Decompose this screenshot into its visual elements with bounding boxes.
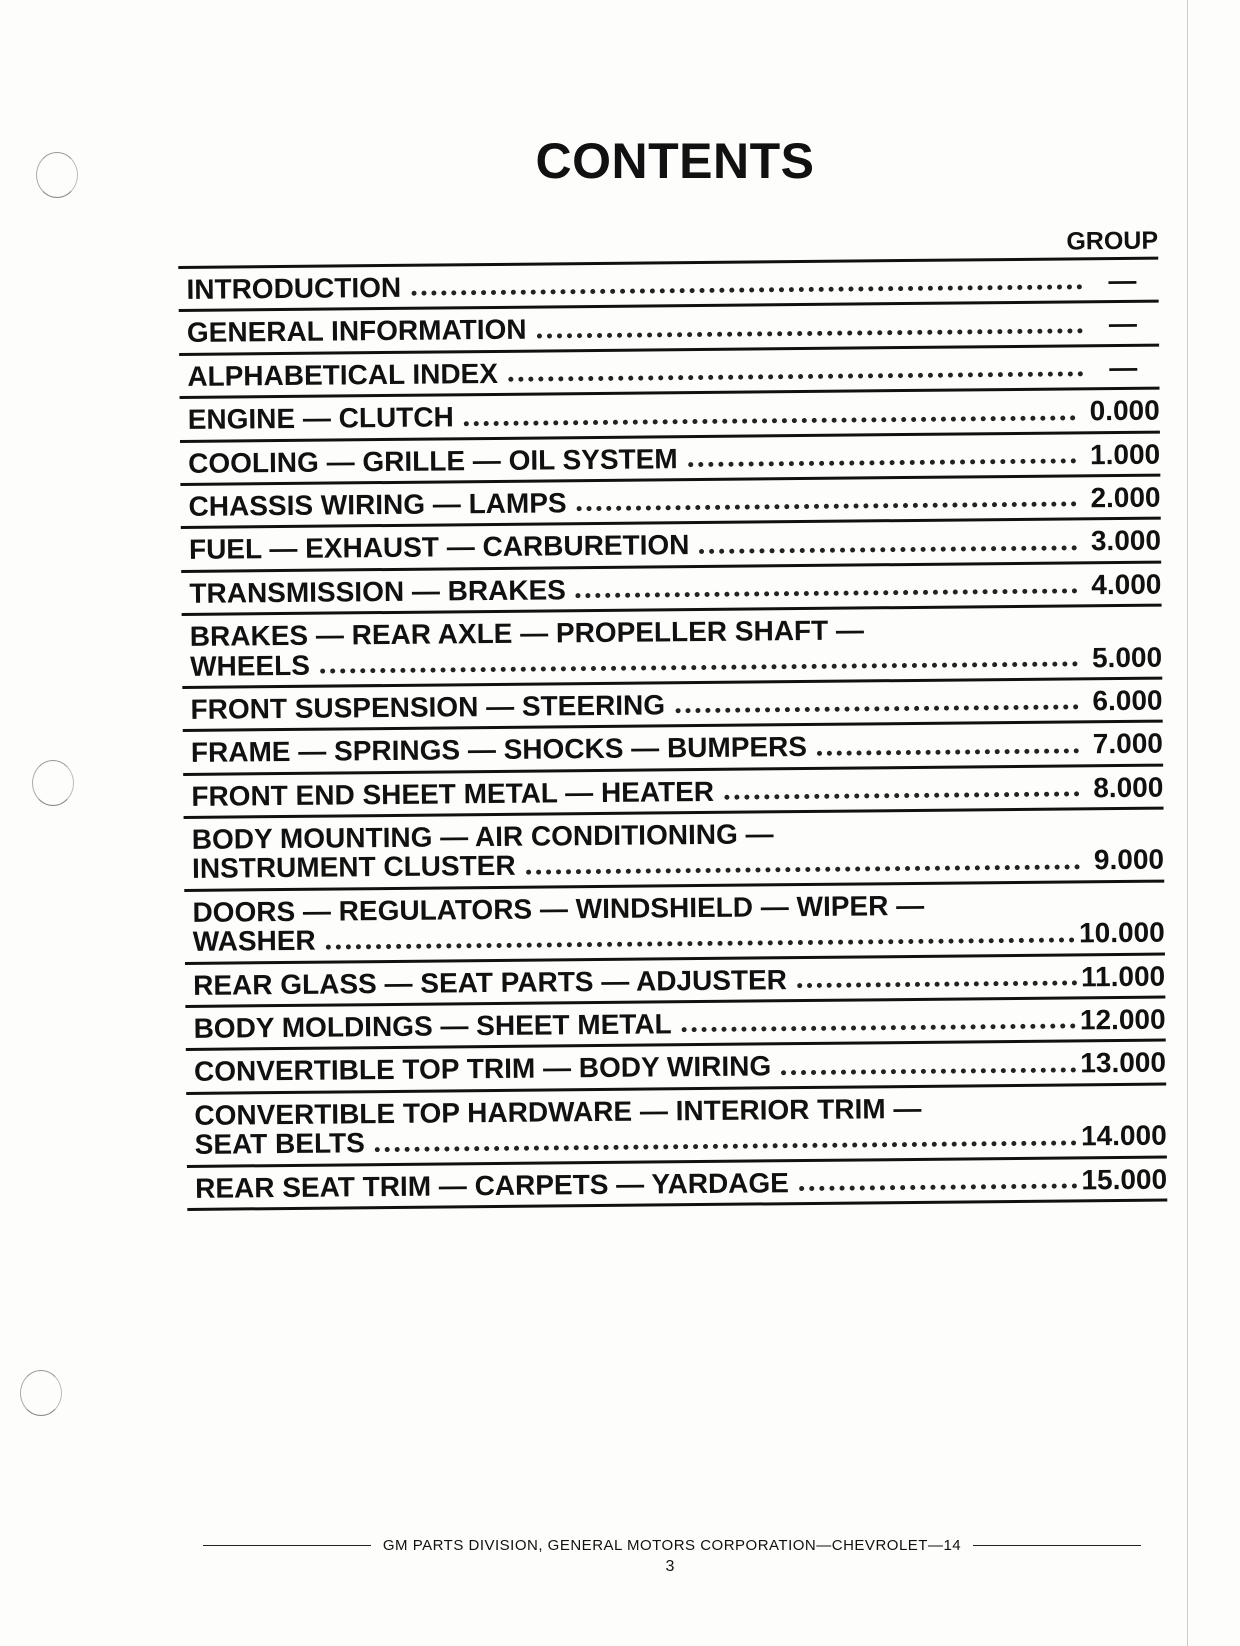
section-label: REAR SEAT TRIM — CARPETS — YARDAGE [194,1166,790,1204]
contents-entry [189,570,1081,608]
contents-row [187,1158,1167,1211]
group-number: 8.000 [1093,771,1164,803]
section-label-line2: SEAT BELTS [194,1127,365,1161]
section-label: CONVERTIBLE TOP TRIM — BODY WIRING [193,1050,772,1088]
contents-entry [193,1005,1080,1043]
section-label: FRONT END SHEET METAL — HEATER [191,775,715,812]
group-number: 4.000 [1091,568,1162,600]
dot-leader [526,854,1081,874]
contents-entry [190,613,1083,680]
contents-row [182,607,1163,689]
section-label-line2: WASHER [192,924,316,958]
footer-rule-right [973,1545,1141,1546]
dot-leader [799,1173,1078,1191]
group-number: — [1108,308,1138,340]
dot-leader [320,651,1078,673]
section-label-continuation [192,846,1084,884]
dot-leader [326,927,1076,949]
contents-entry [190,686,1082,724]
dot-leader [375,1130,1077,1152]
contents-entry [188,483,1080,521]
page-edge [1187,0,1188,1646]
group-number: 3.000 [1090,524,1162,557]
contents-rows [178,260,1167,1211]
group-number: 6.000 [1092,684,1163,717]
section-label-continuation [195,1122,1082,1160]
section-label: BODY MOUNTING — AIR CONDITIONING — [191,818,774,855]
footer [203,1537,1141,1554]
section-label-block [192,816,1085,883]
dot-leader [675,695,1079,714]
section-label: REAR GLASS — SEAT PARTS — ADJUSTER [193,963,788,1001]
contents-row [184,810,1165,892]
footer-rule-left [203,1545,371,1546]
group-number: 15.000 [1081,1163,1168,1195]
section-label-block [194,1092,1081,1159]
section-label: DOORS — REGULATORS — WINDSHIELD — WIPER — [192,889,925,928]
group-number: 9.000 [1093,844,1165,876]
contents-entry [186,266,1086,304]
contents-entry [191,730,1083,768]
group-number: — [1108,264,1137,297]
section-label: COOLING — GRILLE — OIL SYSTEM [188,442,678,479]
section-label: FRONT SUSPENSION — STEERING [190,689,666,725]
dot-leader [536,318,1082,338]
contents-entry [194,1092,1081,1159]
section-label: CONVERTIBLE TOP HARDWARE — INTERIOR TRIM — [194,1092,922,1131]
dot-leader [797,970,1077,988]
dot-leader [688,448,1077,467]
contents-row [186,1085,1167,1167]
group-number: — [1109,351,1138,383]
dot-leader [699,535,1077,554]
footer-text: GM PARTS DIVISION, GENERAL MOTORS CORPORATION—CHEVROLET—14 [382,1537,962,1554]
section-label: FUEL — EXHAUST — CARBURETION [188,529,690,566]
section-label: INTRODUCTION [186,271,402,305]
contents-entry [187,310,1087,348]
section-label-block [190,613,1083,680]
dot-leader [781,1057,1076,1075]
dot-leader [508,361,1083,382]
group-number: 1.000 [1089,438,1161,470]
group-number: 11.000 [1080,960,1166,993]
section-label: ALPHABETICAL INDEX [187,357,499,392]
page-title: CONTENTS [535,133,815,189]
contents-entry [194,1049,1081,1087]
contents-entry [189,527,1081,565]
group-number: 12.000 [1079,1003,1166,1036]
group-number: 0.000 [1089,394,1160,427]
section-label-line2: WHEELS [189,649,311,682]
group-number: 2.000 [1090,481,1161,514]
dot-leader [464,405,1076,426]
contents-entry [192,889,1079,956]
group-column-header: GROUP [1066,226,1159,256]
contents-table [178,227,1167,1211]
contents-row [184,882,1165,964]
section-label: ENGINE — CLUTCH [187,401,454,436]
dot-leader [576,579,1078,599]
group-number: 7.000 [1092,727,1164,760]
dot-leader [724,781,1079,799]
section-label: CHASSIS WIRING — LAMPS [188,487,567,522]
group-number: 5.000 [1091,641,1163,673]
contents-entry [192,816,1085,883]
section-label-block [192,889,1079,956]
contents-entry [188,397,1080,435]
section-label: FRAME — SPRINGS — SHOCKS — BUMPERS [190,731,808,769]
group-number: 13.000 [1080,1046,1167,1079]
page-number: 3 [665,1558,675,1575]
section-label: BODY MOLDINGS — SHEET METAL [193,1008,672,1044]
section-label-line2: INSTRUMENT CLUSTER [191,850,516,885]
section-label: GENERAL INFORMATION [186,314,527,349]
section-label: BRAKES — REAR AXLE — PROPELLER SHAFT — [189,614,865,653]
group-number: 14.000 [1080,1119,1167,1152]
section-label: TRANSMISSION — BRAKES [189,574,567,609]
punch-hole-middle [32,760,74,806]
punch-hole-bottom [20,1370,62,1416]
contents-entry [188,440,1080,478]
dot-leader [817,738,1079,756]
dot-leader [577,492,1077,512]
contents-entry [193,962,1081,1000]
contents-entry [191,773,1083,811]
contents-entry [195,1165,1082,1203]
dot-leader [411,275,1082,296]
group-number: 10.000 [1078,916,1165,949]
dot-leader [682,1014,1076,1033]
contents-entry [187,353,1087,391]
